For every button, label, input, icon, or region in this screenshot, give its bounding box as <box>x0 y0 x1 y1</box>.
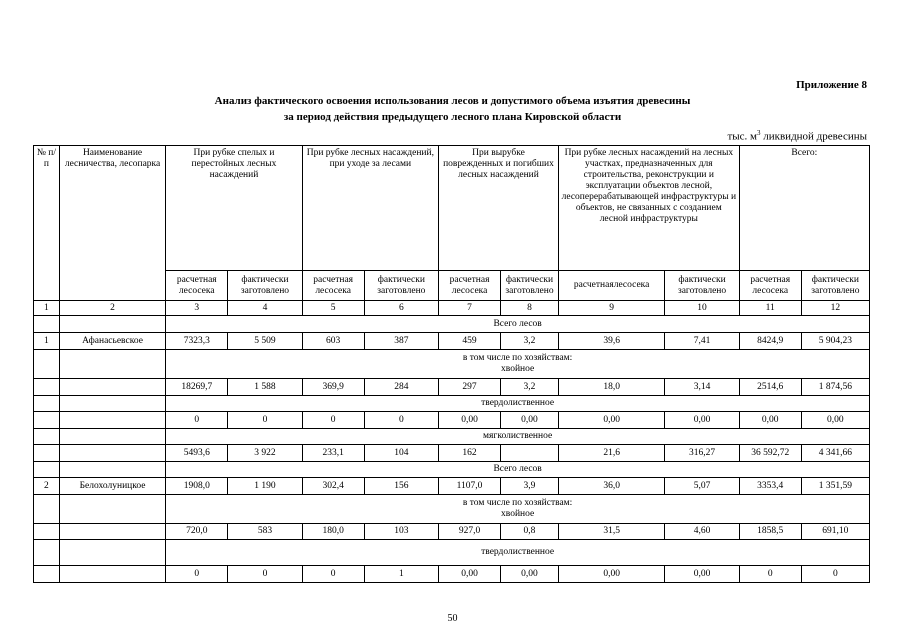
table-cell: 1 190 <box>228 478 302 495</box>
table-row <box>34 566 870 583</box>
table-cell: 233,1 <box>302 445 364 462</box>
section-text: в том числе по хозяйствам: <box>462 498 573 508</box>
table-row <box>34 379 870 396</box>
table-cell: 1 <box>364 566 438 583</box>
section-label <box>166 495 870 524</box>
table-cell: 103 <box>364 524 438 540</box>
table-cell: 36 592,72 <box>739 445 801 462</box>
table-cell: 0,8 <box>501 524 559 540</box>
table-cell: 302,4 <box>302 478 364 495</box>
table-cell: 7,41 <box>665 333 739 350</box>
table-cell: 4 341,66 <box>801 445 869 462</box>
table-cell: 5493,6 <box>166 445 228 462</box>
section-row <box>34 350 870 379</box>
section-label <box>166 396 870 412</box>
table-cell <box>59 566 165 583</box>
empty-cell <box>59 462 165 478</box>
table-cell: Белохолуницкое <box>59 478 165 495</box>
table-cell: 8424,9 <box>739 333 801 350</box>
table-cell: 0,00 <box>665 412 739 429</box>
table-cell: 0 <box>739 566 801 583</box>
subheader-calc: расчетная лесосека <box>739 271 801 301</box>
units-superscript: 3 <box>757 129 761 137</box>
section-label <box>166 462 870 478</box>
table-cell: 0,00 <box>501 412 559 429</box>
table-cell: 162 <box>439 445 501 462</box>
subheader-calc: расчетнаялесосека <box>558 271 664 301</box>
section-label <box>166 429 870 445</box>
table-cell: 603 <box>302 333 364 350</box>
document-title-line2: за период действия предыдущего лесного плана Кировской области <box>283 111 622 123</box>
empty-cell <box>34 350 60 379</box>
table-cell: 0 <box>302 566 364 583</box>
column-number: 10 <box>665 301 739 316</box>
empty-cell <box>34 316 60 333</box>
subheader-fact: фактически заготовлено <box>501 271 559 301</box>
table-cell: 0,00 <box>665 566 739 583</box>
table-cell: 156 <box>364 478 438 495</box>
table-cell <box>34 445 60 462</box>
subheader-calc: расчетная лесосека <box>302 271 364 301</box>
section-text: хвойное <box>501 509 535 519</box>
section-label <box>166 316 870 333</box>
table-cell: 0 <box>364 412 438 429</box>
table-cell <box>34 524 60 540</box>
table-cell: 21,6 <box>558 445 664 462</box>
table-cell: 5 509 <box>228 333 302 350</box>
column-number: 11 <box>739 301 801 316</box>
empty-cell <box>34 540 60 566</box>
header-group-damaged: При вырубке поврежденных и погибших лесных насаждений <box>439 146 559 271</box>
empty-cell <box>59 316 165 333</box>
table-cell: 36,0 <box>558 478 664 495</box>
table-cell: 316,27 <box>665 445 739 462</box>
table-cell: 1107,0 <box>439 478 501 495</box>
table-row <box>34 478 870 495</box>
section-text: твердолиственное <box>481 547 555 557</box>
table-cell: 927,0 <box>439 524 501 540</box>
header-group-thinning: При рубке лесных насаждений, при уходе за лесами <box>302 146 438 271</box>
table-cell: 1 <box>34 333 60 350</box>
table-cell: 0,00 <box>439 412 501 429</box>
table-cell: 3,2 <box>501 333 559 350</box>
table-row <box>34 333 870 350</box>
table-cell: 18269,7 <box>166 379 228 396</box>
table-cell: 0,00 <box>439 566 501 583</box>
table-cell: 2514,6 <box>739 379 801 396</box>
table-cell: 387 <box>364 333 438 350</box>
column-number: 12 <box>801 301 869 316</box>
section-text: мягколиственное <box>483 431 553 441</box>
section-text: твердолиственное <box>481 398 555 408</box>
table-cell <box>501 445 559 462</box>
table-cell <box>34 412 60 429</box>
table-cell <box>34 379 60 396</box>
table-cell: 0 <box>228 566 302 583</box>
table-cell: 1 588 <box>228 379 302 396</box>
empty-cell <box>34 396 60 412</box>
table-cell: 1858,5 <box>739 524 801 540</box>
section-row <box>34 462 870 478</box>
table-cell: 0 <box>302 412 364 429</box>
empty-cell <box>34 495 60 524</box>
subheader-fact: фактически заготовлено <box>364 271 438 301</box>
subheader-fact: фактически заготовлено <box>665 271 739 301</box>
table-cell: Афанасьевское <box>59 333 165 350</box>
table-cell: 0 <box>166 412 228 429</box>
header-group-construction: При рубке лесных насаждений на лесных участках, предназначенных для строительства, реконструкции и эксплуатации объектов лесной, лесоперерабатывающей инфраструктуры и объектов, не связанных с созданием лесной инфраструктуры <box>558 146 739 271</box>
section-text: хвойное <box>501 364 535 374</box>
table-cell: 720,0 <box>166 524 228 540</box>
table-cell: 3,14 <box>665 379 739 396</box>
empty-cell <box>34 462 60 478</box>
subheader-fact: фактически заготовлено <box>228 271 302 301</box>
column-number-row <box>34 301 870 316</box>
header-group-total: Всего: <box>739 146 869 271</box>
table-cell: 583 <box>228 524 302 540</box>
empty-cell <box>59 350 165 379</box>
table-cell: 1 351,59 <box>801 478 869 495</box>
header-group-mature: При рубке спелых и перестойных лесных насаждений <box>166 146 302 271</box>
section-text: Всего лесов <box>493 464 542 474</box>
table-row <box>34 445 870 462</box>
table-cell: 284 <box>364 379 438 396</box>
table-cell: 3,9 <box>501 478 559 495</box>
table-cell: 3353,4 <box>739 478 801 495</box>
table-cell: 0,00 <box>501 566 559 583</box>
section-row <box>34 540 870 566</box>
table-row <box>34 524 870 540</box>
table-cell: 7323,3 <box>166 333 228 350</box>
section-label <box>166 350 870 379</box>
table-cell: 0,00 <box>558 412 664 429</box>
table-cell <box>59 379 165 396</box>
subheader-fact: фактически заготовлено <box>801 271 869 301</box>
table-cell: 1 874,56 <box>801 379 869 396</box>
table-row <box>34 412 870 429</box>
table-cell: 104 <box>364 445 438 462</box>
table-cell: 5 904,23 <box>801 333 869 350</box>
table-cell: 0 <box>166 566 228 583</box>
column-number: 6 <box>364 301 438 316</box>
section-row <box>34 429 870 445</box>
table-cell: 18,0 <box>558 379 664 396</box>
table-cell: 369,9 <box>302 379 364 396</box>
units-suffix: ликвидной древесины <box>760 130 867 143</box>
header-num: № п/п <box>34 146 60 301</box>
table-cell: 691,10 <box>801 524 869 540</box>
table-cell: 1908,0 <box>166 478 228 495</box>
table-cell: 31,5 <box>558 524 664 540</box>
table-cell: 297 <box>439 379 501 396</box>
table-cell: 3 922 <box>228 445 302 462</box>
page-number: 50 <box>447 613 458 624</box>
table-cell <box>59 412 165 429</box>
units-prefix: тыс. м <box>727 130 758 143</box>
table-cell: 39,6 <box>558 333 664 350</box>
empty-cell <box>59 396 165 412</box>
column-number: 7 <box>439 301 501 316</box>
header-name: Наименование лесничества, лесопарка <box>59 146 165 301</box>
header-row <box>34 146 870 271</box>
table-cell: 0,00 <box>739 412 801 429</box>
subheader-calc: расчетная лесосека <box>166 271 228 301</box>
table-cell <box>59 445 165 462</box>
table-cell: 459 <box>439 333 501 350</box>
section-label <box>166 540 870 566</box>
table-cell <box>59 524 165 540</box>
subheader-calc: расчетная лесосека <box>439 271 501 301</box>
column-number: 3 <box>166 301 228 316</box>
table-cell: 180,0 <box>302 524 364 540</box>
table-cell: 3,2 <box>501 379 559 396</box>
table-cell <box>34 566 60 583</box>
column-number: 8 <box>501 301 559 316</box>
column-number: 5 <box>302 301 364 316</box>
table-cell: 0,00 <box>558 566 664 583</box>
column-number: 1 <box>34 301 60 316</box>
forest-usage-table <box>33 145 870 583</box>
table-cell: 0 <box>801 566 869 583</box>
column-number: 9 <box>558 301 664 316</box>
document-title-line1: Анализ фактического освоения использования лесов и допустимого объема изъятия древесины <box>214 95 691 107</box>
table-cell: 2 <box>34 478 60 495</box>
section-row <box>34 495 870 524</box>
section-row <box>34 316 870 333</box>
table-cell: 4,60 <box>665 524 739 540</box>
section-text: Всего лесов <box>493 318 542 329</box>
section-row <box>34 396 870 412</box>
empty-cell <box>34 429 60 445</box>
table-cell: 0 <box>228 412 302 429</box>
section-text: в том числе по хозяйствам: <box>462 353 573 363</box>
column-number: 2 <box>59 301 165 316</box>
table-cell: 0,00 <box>801 412 869 429</box>
units-label <box>727 129 867 143</box>
appendix-label: Приложение 8 <box>796 79 867 91</box>
empty-cell <box>59 495 165 524</box>
empty-cell <box>59 429 165 445</box>
table-cell: 5,07 <box>665 478 739 495</box>
column-number: 4 <box>228 301 302 316</box>
empty-cell <box>59 540 165 566</box>
